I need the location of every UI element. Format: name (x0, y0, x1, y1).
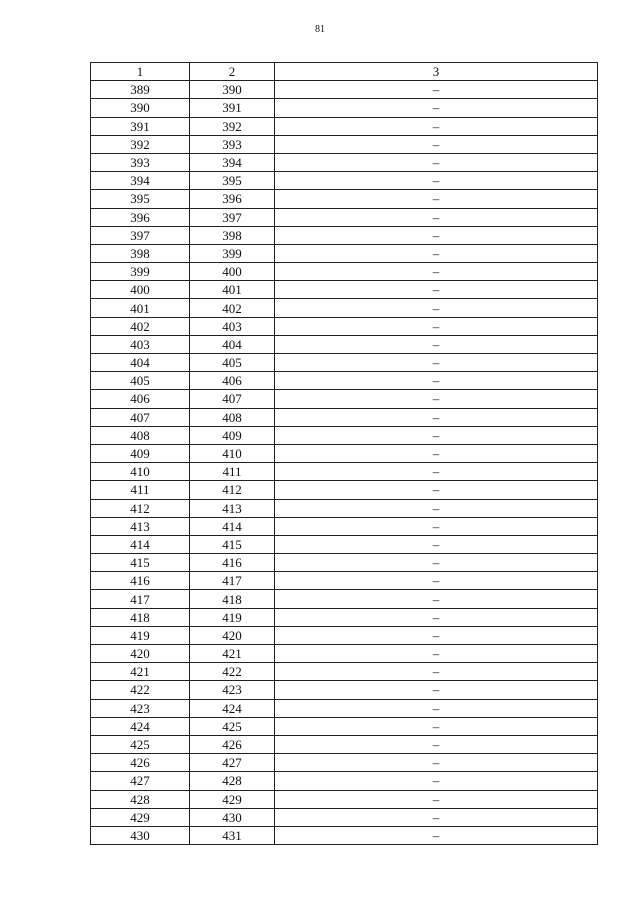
table-row (91, 572, 598, 590)
table-cell-col-2: 397 (190, 208, 275, 226)
table-cell-col-2: 415 (190, 535, 275, 553)
table-row (91, 535, 598, 553)
table-cell-col-1: 399 (91, 263, 190, 281)
table-cell-col-2: 419 (190, 608, 275, 626)
table-cell-col-1: 391 (91, 117, 190, 135)
table-cell-col-3: – (275, 790, 598, 808)
table-cell-col-2: 393 (190, 135, 275, 153)
table-cell-col-1: 405 (91, 372, 190, 390)
table-header-row (91, 63, 598, 81)
table-cell-col-3: – (275, 444, 598, 462)
table-row (91, 663, 598, 681)
table-row (91, 190, 598, 208)
table-cell-col-1: 400 (91, 281, 190, 299)
table-cell-col-3: – (275, 99, 598, 117)
table-cell-col-1: 427 (91, 772, 190, 790)
table-cell-col-2: 407 (190, 390, 275, 408)
table-row (91, 735, 598, 753)
table-row (91, 81, 598, 99)
table-cell-col-1: 429 (91, 808, 190, 826)
table-cell-col-2: 420 (190, 626, 275, 644)
table-cell-col-3: – (275, 153, 598, 171)
table-cell-col-2: 416 (190, 554, 275, 572)
table-cell-col-2: 398 (190, 226, 275, 244)
table-cell-col-3: – (275, 190, 598, 208)
table-row (91, 517, 598, 535)
table-cell-col-1: 414 (91, 535, 190, 553)
table-cell-col-1: 396 (91, 208, 190, 226)
table-cell-col-1: 397 (91, 226, 190, 244)
table-row (91, 426, 598, 444)
table-row (91, 117, 598, 135)
table-cell-col-1: 402 (91, 317, 190, 335)
table-cell-col-2: 429 (190, 790, 275, 808)
table-cell-col-3: – (275, 263, 598, 281)
table-cell-col-3: – (275, 281, 598, 299)
table-cell-col-1: 394 (91, 172, 190, 190)
table-cell-col-3: – (275, 208, 598, 226)
table-cell-col-2: 401 (190, 281, 275, 299)
table-cell-col-1: 404 (91, 354, 190, 372)
table-cell-col-2: 425 (190, 717, 275, 735)
table-row (91, 608, 598, 626)
table-cell-col-3: – (275, 390, 598, 408)
table-row (91, 626, 598, 644)
table-cell-col-1: 395 (91, 190, 190, 208)
table-row (91, 226, 598, 244)
table-row (91, 826, 598, 844)
table-cell-col-3: – (275, 408, 598, 426)
table-header (91, 63, 598, 81)
table-row (91, 408, 598, 426)
table-cell-col-3: – (275, 717, 598, 735)
table-cell-col-3: – (275, 772, 598, 790)
table-row (91, 390, 598, 408)
table-cell-col-1: 411 (91, 481, 190, 499)
table-cell-col-1: 412 (91, 499, 190, 517)
table-cell-col-3: – (275, 354, 598, 372)
table-cell-col-3: – (275, 499, 598, 517)
table-cell-col-3: – (275, 808, 598, 826)
table-cell-col-3: – (275, 517, 598, 535)
table-cell-col-3: – (275, 244, 598, 262)
table-row (91, 754, 598, 772)
column-header-3: 3 (275, 63, 598, 81)
table-cell-col-2: 417 (190, 572, 275, 590)
table-cell-col-1: 398 (91, 244, 190, 262)
table-row (91, 99, 598, 117)
column-header-1: 1 (91, 63, 190, 81)
table-row (91, 808, 598, 826)
table-cell-col-2: 395 (190, 172, 275, 190)
table-row (91, 172, 598, 190)
table-row (91, 499, 598, 517)
table-cell-col-1: 424 (91, 717, 190, 735)
table-cell-col-2: 392 (190, 117, 275, 135)
table-cell-col-2: 422 (190, 663, 275, 681)
table-cell-col-2: 421 (190, 645, 275, 663)
table-row (91, 335, 598, 353)
table-cell-col-3: – (275, 699, 598, 717)
table-cell-col-1: 416 (91, 572, 190, 590)
table-cell-col-1: 417 (91, 590, 190, 608)
table-cell-col-2: 400 (190, 263, 275, 281)
table-cell-col-2: 412 (190, 481, 275, 499)
table-row (91, 281, 598, 299)
table-cell-col-3: – (275, 117, 598, 135)
table-cell-col-1: 422 (91, 681, 190, 699)
table-cell-col-1: 390 (91, 99, 190, 117)
table-row (91, 481, 598, 499)
table-cell-col-3: – (275, 663, 598, 681)
table-cell-col-2: 391 (190, 99, 275, 117)
table-cell-col-1: 413 (91, 517, 190, 535)
table-cell-col-2: 426 (190, 735, 275, 753)
table-row (91, 263, 598, 281)
table-cell-col-2: 405 (190, 354, 275, 372)
table-cell-col-3: – (275, 554, 598, 572)
table-cell-col-2: 396 (190, 190, 275, 208)
table-cell-col-3: – (275, 572, 598, 590)
table-cell-col-3: – (275, 317, 598, 335)
table-cell-col-2: 418 (190, 590, 275, 608)
table-cell-col-1: 409 (91, 444, 190, 462)
table-cell-col-1: 425 (91, 735, 190, 753)
table-row (91, 717, 598, 735)
table-cell-col-2: 414 (190, 517, 275, 535)
table-row (91, 208, 598, 226)
table-cell-col-3: – (275, 426, 598, 444)
table-cell-col-2: 410 (190, 444, 275, 462)
table-cell-col-1: 408 (91, 426, 190, 444)
table-cell-col-3: – (275, 81, 598, 99)
table-cell-col-3: – (275, 299, 598, 317)
table-cell-col-3: – (275, 608, 598, 626)
table-cell-col-2: 427 (190, 754, 275, 772)
table-row (91, 699, 598, 717)
table-cell-col-2: 404 (190, 335, 275, 353)
table-cell-col-3: – (275, 645, 598, 663)
table-cell-col-3: – (275, 135, 598, 153)
table-row (91, 554, 598, 572)
table-cell-col-2: 406 (190, 372, 275, 390)
table-row (91, 153, 598, 171)
table-row (91, 299, 598, 317)
table-row (91, 354, 598, 372)
table-cell-col-2: 411 (190, 463, 275, 481)
table-cell-col-1: 401 (91, 299, 190, 317)
data-table (90, 62, 598, 845)
table-cell-col-3: – (275, 481, 598, 499)
table-cell-col-3: – (275, 463, 598, 481)
table-cell-col-3: – (275, 826, 598, 844)
table-cell-col-2: 403 (190, 317, 275, 335)
table-cell-col-2: 431 (190, 826, 275, 844)
table-cell-col-2: 399 (190, 244, 275, 262)
table-cell-col-3: – (275, 735, 598, 753)
table-cell-col-2: 408 (190, 408, 275, 426)
table-cell-col-1: 389 (91, 81, 190, 99)
table-body (91, 81, 598, 845)
table-row (91, 790, 598, 808)
table-cell-col-3: – (275, 335, 598, 353)
table-cell-col-3: – (275, 681, 598, 699)
table-row (91, 135, 598, 153)
table-cell-col-1: 415 (91, 554, 190, 572)
column-header-2: 2 (190, 63, 275, 81)
table-row (91, 681, 598, 699)
table-cell-col-1: 419 (91, 626, 190, 644)
table-cell-col-2: 428 (190, 772, 275, 790)
table-cell-col-3: – (275, 590, 598, 608)
table-row (91, 444, 598, 462)
table-cell-col-1: 392 (91, 135, 190, 153)
table-cell-col-3: – (275, 754, 598, 772)
table-row (91, 645, 598, 663)
table-row (91, 244, 598, 262)
table-row (91, 590, 598, 608)
table-cell-col-1: 418 (91, 608, 190, 626)
table-row (91, 317, 598, 335)
table-cell-col-2: 424 (190, 699, 275, 717)
table-cell-col-1: 430 (91, 826, 190, 844)
table-cell-col-2: 402 (190, 299, 275, 317)
table-cell-col-1: 423 (91, 699, 190, 717)
table-cell-col-3: – (275, 535, 598, 553)
table-cell-col-3: – (275, 172, 598, 190)
table-cell-col-2: 409 (190, 426, 275, 444)
table-cell-col-1: 420 (91, 645, 190, 663)
table-cell-col-1: 407 (91, 408, 190, 426)
table-cell-col-1: 406 (91, 390, 190, 408)
table-cell-col-2: 394 (190, 153, 275, 171)
table-cell-col-1: 410 (91, 463, 190, 481)
table-cell-col-2: 413 (190, 499, 275, 517)
table-cell-col-2: 423 (190, 681, 275, 699)
table-cell-col-1: 421 (91, 663, 190, 681)
table-row (91, 463, 598, 481)
table-cell-col-1: 428 (91, 790, 190, 808)
table-cell-col-1: 403 (91, 335, 190, 353)
table-row (91, 772, 598, 790)
table-cell-col-2: 390 (190, 81, 275, 99)
page-number: 81 (315, 24, 325, 35)
table-cell-col-3: – (275, 626, 598, 644)
table-row (91, 372, 598, 390)
table-cell-col-1: 426 (91, 754, 190, 772)
table-cell-col-2: 430 (190, 808, 275, 826)
table-cell-col-1: 393 (91, 153, 190, 171)
table-cell-col-3: – (275, 226, 598, 244)
table-cell-col-3: – (275, 372, 598, 390)
